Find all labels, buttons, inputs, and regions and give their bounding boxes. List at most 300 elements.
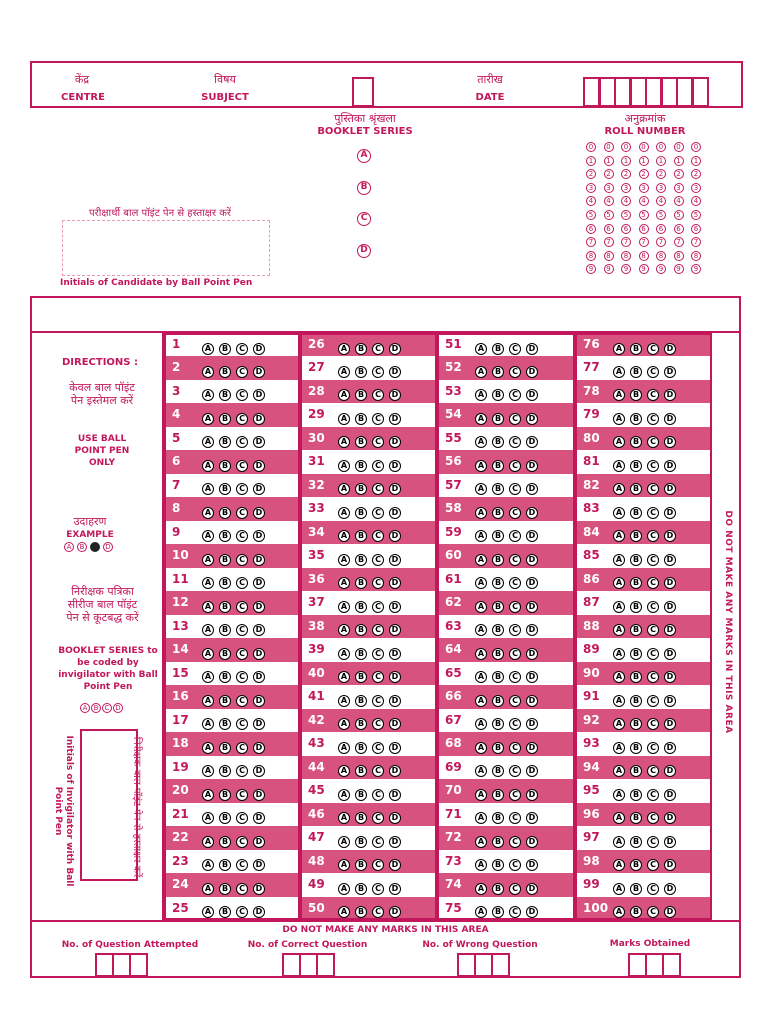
answer-bubble-a[interactable]: A [338, 718, 350, 730]
answer-bubble-a[interactable]: A [475, 389, 487, 401]
answer-bubble-d[interactable]: D [664, 436, 676, 448]
answer-bubble-a[interactable]: A [202, 671, 214, 683]
date-digit-box[interactable] [645, 77, 662, 107]
answer-bubble-c[interactable]: C [509, 530, 521, 542]
answer-bubble-d[interactable]: D [389, 507, 401, 519]
answer-bubble-c[interactable]: C [372, 436, 384, 448]
answer-bubble-d[interactable]: D [664, 789, 676, 801]
answer-bubble-c[interactable]: C [372, 413, 384, 425]
answer-bubble-d[interactable]: D [526, 695, 538, 707]
answer-bubble-c[interactable]: C [372, 483, 384, 495]
answer-bubble-b[interactable]: B [219, 836, 231, 848]
answer-bubble-a[interactable]: A [475, 906, 487, 918]
roll-digit-bubble[interactable]: 9 [639, 264, 649, 274]
answer-bubble-d[interactable]: D [389, 836, 401, 848]
answer-bubble-a[interactable]: A [338, 906, 350, 918]
answer-bubble-a[interactable]: A [338, 883, 350, 895]
answer-bubble-c[interactable]: C [236, 883, 248, 895]
answer-bubble-d[interactable]: D [664, 836, 676, 848]
answer-bubble-b[interactable]: B [492, 883, 504, 895]
answer-bubble-c[interactable]: C [509, 742, 521, 754]
answer-bubble-a[interactable]: A [475, 460, 487, 472]
roll-digit-bubble[interactable]: 6 [674, 224, 684, 234]
answer-bubble-a[interactable]: A [202, 366, 214, 378]
answer-bubble-c[interactable]: C [509, 695, 521, 707]
answer-bubble-d[interactable]: D [253, 483, 265, 495]
roll-digit-bubble[interactable]: 0 [639, 142, 649, 152]
answer-bubble-b[interactable]: B [355, 765, 367, 777]
answer-bubble-a[interactable]: A [338, 859, 350, 871]
answer-bubble-c[interactable]: C [236, 366, 248, 378]
answer-bubble-b[interactable]: B [630, 789, 642, 801]
roll-digit-bubble[interactable]: 8 [621, 251, 631, 261]
answer-bubble-b[interactable]: B [219, 389, 231, 401]
answer-bubble-d[interactable]: D [664, 906, 676, 918]
answer-bubble-a[interactable]: A [338, 836, 350, 848]
answer-bubble-c[interactable]: C [236, 906, 248, 918]
roll-digit-bubble[interactable]: 5 [691, 210, 701, 220]
answer-bubble-d[interactable]: D [389, 530, 401, 542]
roll-digit-bubble[interactable]: 5 [621, 210, 631, 220]
answer-bubble-a[interactable]: A [338, 460, 350, 472]
roll-digit-bubble[interactable]: 0 [691, 142, 701, 152]
answer-bubble-b[interactable]: B [219, 436, 231, 448]
answer-bubble-c[interactable]: C [236, 507, 248, 519]
answer-bubble-a[interactable]: A [613, 624, 625, 636]
answer-bubble-d[interactable]: D [526, 765, 538, 777]
answer-bubble-d[interactable]: D [253, 859, 265, 871]
answer-bubble-c[interactable]: C [647, 554, 659, 566]
answer-bubble-c[interactable]: C [372, 859, 384, 871]
roll-digit-bubble[interactable]: 4 [621, 196, 631, 206]
answer-bubble-a[interactable]: A [613, 718, 625, 730]
answer-bubble-a[interactable]: A [202, 718, 214, 730]
answer-bubble-a[interactable]: A [475, 366, 487, 378]
answer-bubble-a[interactable]: A [475, 507, 487, 519]
answer-bubble-b[interactable]: B [355, 554, 367, 566]
answer-bubble-d[interactable]: D [526, 624, 538, 636]
roll-digit-bubble[interactable]: 0 [604, 142, 614, 152]
answer-bubble-d[interactable]: D [526, 483, 538, 495]
roll-digit-bubble[interactable]: 4 [691, 196, 701, 206]
roll-digit-bubble[interactable]: 9 [691, 264, 701, 274]
answer-bubble-a[interactable]: A [202, 554, 214, 566]
answer-bubble-a[interactable]: A [613, 366, 625, 378]
answer-bubble-c[interactable]: C [372, 624, 384, 636]
answer-bubble-a[interactable]: A [202, 389, 214, 401]
answer-bubble-b[interactable]: B [630, 577, 642, 589]
answer-bubble-c[interactable]: C [647, 366, 659, 378]
date-digit-box[interactable] [676, 77, 693, 107]
answer-bubble-a[interactable]: A [475, 554, 487, 566]
answer-bubble-b[interactable]: B [630, 671, 642, 683]
answer-bubble-a[interactable]: A [202, 413, 214, 425]
answer-bubble-c[interactable]: C [647, 601, 659, 613]
answer-bubble-c[interactable]: C [236, 812, 248, 824]
answer-bubble-b[interactable]: B [492, 366, 504, 378]
answer-bubble-d[interactable]: D [253, 366, 265, 378]
answer-bubble-c[interactable]: C [236, 648, 248, 660]
answer-bubble-d[interactable]: D [526, 883, 538, 895]
answer-bubble-b[interactable]: B [219, 554, 231, 566]
answer-bubble-b[interactable]: B [492, 554, 504, 566]
answer-bubble-c[interactable]: C [372, 389, 384, 401]
roll-digit-bubble[interactable]: 4 [604, 196, 614, 206]
answer-bubble-a[interactable]: A [613, 530, 625, 542]
answer-bubble-b[interactable]: B [492, 460, 504, 472]
answer-bubble-b[interactable]: B [355, 648, 367, 660]
answer-bubble-a[interactable]: A [338, 554, 350, 566]
answer-bubble-d[interactable]: D [664, 765, 676, 777]
answer-bubble-a[interactable]: A [338, 366, 350, 378]
answer-bubble-c[interactable]: C [509, 577, 521, 589]
roll-digit-bubble[interactable]: 1 [604, 156, 614, 166]
answer-bubble-b[interactable]: B [355, 836, 367, 848]
answer-bubble-c[interactable]: C [509, 836, 521, 848]
answer-bubble-b[interactable]: B [630, 601, 642, 613]
answer-bubble-d[interactable]: D [253, 648, 265, 660]
answer-bubble-c[interactable]: C [647, 507, 659, 519]
answer-bubble-a[interactable]: A [613, 765, 625, 777]
answer-bubble-c[interactable]: C [647, 624, 659, 636]
answer-bubble-d[interactable]: D [664, 343, 676, 355]
answer-bubble-b[interactable]: B [630, 460, 642, 472]
answer-bubble-a[interactable]: A [338, 671, 350, 683]
answer-bubble-b[interactable]: B [355, 460, 367, 472]
roll-digit-bubble[interactable]: 3 [621, 183, 631, 193]
answer-bubble-c[interactable]: C [236, 742, 248, 754]
answer-bubble-d[interactable]: D [253, 742, 265, 754]
roll-digit-bubble[interactable]: 5 [604, 210, 614, 220]
answer-bubble-c[interactable]: C [372, 554, 384, 566]
answer-bubble-d[interactable]: D [664, 460, 676, 472]
answer-bubble-b[interactable]: B [355, 695, 367, 707]
answer-bubble-a[interactable]: A [475, 624, 487, 636]
answer-bubble-b[interactable]: B [355, 577, 367, 589]
answer-bubble-d[interactable]: D [389, 718, 401, 730]
answer-bubble-c[interactable]: C [372, 601, 384, 613]
candidate-signature-box[interactable] [62, 220, 270, 276]
answer-bubble-a[interactable]: A [475, 436, 487, 448]
answer-bubble-c[interactable]: C [647, 530, 659, 542]
answer-bubble-a[interactable]: A [475, 742, 487, 754]
answer-bubble-d[interactable]: D [389, 601, 401, 613]
answer-bubble-a[interactable]: A [338, 812, 350, 824]
answer-bubble-c[interactable]: C [509, 906, 521, 918]
roll-digit-bubble[interactable]: 6 [586, 224, 596, 234]
answer-bubble-a[interactable]: A [202, 648, 214, 660]
answer-bubble-b[interactable]: B [492, 577, 504, 589]
answer-bubble-a[interactable]: A [338, 436, 350, 448]
answer-bubble-a[interactable]: A [202, 742, 214, 754]
answer-bubble-b[interactable]: B [219, 742, 231, 754]
answer-bubble-d[interactable]: D [664, 671, 676, 683]
roll-digit-bubble[interactable]: 4 [656, 196, 666, 206]
answer-bubble-a[interactable]: A [338, 742, 350, 754]
answer-bubble-d[interactable]: D [526, 812, 538, 824]
answer-bubble-d[interactable]: D [389, 577, 401, 589]
answer-bubble-c[interactable]: C [372, 343, 384, 355]
roll-digit-bubble[interactable]: 8 [656, 251, 666, 261]
date-digit-box[interactable] [692, 77, 709, 107]
answer-bubble-d[interactable]: D [526, 366, 538, 378]
answer-bubble-d[interactable]: D [389, 671, 401, 683]
roll-digit-bubble[interactable]: 1 [639, 156, 649, 166]
answer-bubble-a[interactable]: A [613, 601, 625, 613]
answer-bubble-b[interactable]: B [492, 601, 504, 613]
answer-bubble-d[interactable]: D [526, 671, 538, 683]
roll-digit-bubble[interactable]: 0 [674, 142, 684, 152]
answer-bubble-a[interactable]: A [202, 460, 214, 472]
answer-bubble-c[interactable]: C [647, 765, 659, 777]
roll-digit-bubble[interactable]: 0 [656, 142, 666, 152]
answer-bubble-a[interactable]: A [475, 577, 487, 589]
answer-bubble-b[interactable]: B [492, 789, 504, 801]
answer-bubble-c[interactable]: C [236, 577, 248, 589]
answer-bubble-d[interactable]: D [664, 366, 676, 378]
answer-bubble-a[interactable]: A [613, 836, 625, 848]
answer-bubble-d[interactable]: D [526, 389, 538, 401]
answer-bubble-a[interactable]: A [475, 671, 487, 683]
answer-bubble-d[interactable]: D [253, 718, 265, 730]
answer-bubble-a[interactable]: A [475, 483, 487, 495]
answer-bubble-a[interactable]: A [338, 413, 350, 425]
answer-bubble-c[interactable]: C [647, 789, 659, 801]
answer-bubble-c[interactable]: C [509, 343, 521, 355]
answer-bubble-d[interactable]: D [526, 648, 538, 660]
answer-bubble-c[interactable]: C [647, 671, 659, 683]
answer-bubble-a[interactable]: A [613, 906, 625, 918]
answer-bubble-b[interactable]: B [355, 389, 367, 401]
answer-bubble-a[interactable]: A [338, 601, 350, 613]
roll-digit-bubble[interactable]: 4 [639, 196, 649, 206]
roll-digit-bubble[interactable]: 9 [621, 264, 631, 274]
answer-bubble-b[interactable]: B [219, 859, 231, 871]
answer-bubble-a[interactable]: A [613, 695, 625, 707]
answer-bubble-b[interactable]: B [492, 742, 504, 754]
answer-bubble-c[interactable]: C [236, 460, 248, 472]
answer-bubble-b[interactable]: B [492, 695, 504, 707]
roll-digit-bubble[interactable]: 8 [639, 251, 649, 261]
answer-bubble-c[interactable]: C [509, 789, 521, 801]
answer-bubble-d[interactable]: D [253, 601, 265, 613]
answer-bubble-c[interactable]: C [236, 765, 248, 777]
answer-bubble-d[interactable]: D [389, 460, 401, 472]
answer-bubble-d[interactable]: D [526, 742, 538, 754]
answer-bubble-b[interactable]: B [492, 812, 504, 824]
answer-bubble-a[interactable]: A [613, 883, 625, 895]
answer-bubble-a[interactable]: A [202, 883, 214, 895]
answer-bubble-c[interactable]: C [509, 648, 521, 660]
answer-bubble-b[interactable]: B [630, 507, 642, 519]
answer-bubble-d[interactable]: D [389, 648, 401, 660]
roll-digit-bubble[interactable]: 2 [604, 169, 614, 179]
answer-bubble-b[interactable]: B [630, 436, 642, 448]
booklet-series-bubble-d[interactable]: D [357, 244, 371, 258]
roll-digit-bubble[interactable]: 7 [604, 237, 614, 247]
answer-bubble-a[interactable]: A [338, 765, 350, 777]
roll-digit-bubble[interactable]: 1 [621, 156, 631, 166]
answer-bubble-b[interactable]: B [630, 483, 642, 495]
answer-bubble-c[interactable]: C [372, 789, 384, 801]
roll-digit-bubble[interactable]: 7 [586, 237, 596, 247]
answer-bubble-c[interactable]: C [372, 366, 384, 378]
answer-bubble-c[interactable]: C [236, 859, 248, 871]
score-digit-box[interactable] [316, 953, 335, 977]
answer-bubble-c[interactable]: C [647, 718, 659, 730]
answer-bubble-d[interactable]: D [664, 812, 676, 824]
answer-bubble-c[interactable]: C [647, 695, 659, 707]
answer-bubble-b[interactable]: B [219, 507, 231, 519]
answer-bubble-a[interactable]: A [475, 413, 487, 425]
answer-bubble-b[interactable]: B [630, 413, 642, 425]
answer-bubble-c[interactable]: C [372, 906, 384, 918]
score-digit-box[interactable] [662, 953, 681, 977]
answer-bubble-d[interactable]: D [664, 389, 676, 401]
roll-digit-bubble[interactable]: 9 [586, 264, 596, 274]
answer-bubble-d[interactable]: D [253, 765, 265, 777]
answer-bubble-c[interactable]: C [236, 389, 248, 401]
roll-digit-bubble[interactable]: 8 [674, 251, 684, 261]
roll-digit-bubble[interactable]: 9 [604, 264, 614, 274]
roll-digit-bubble[interactable]: 6 [621, 224, 631, 234]
answer-bubble-b[interactable]: B [492, 436, 504, 448]
answer-bubble-b[interactable]: B [630, 343, 642, 355]
answer-bubble-a[interactable]: A [202, 836, 214, 848]
answer-bubble-b[interactable]: B [219, 530, 231, 542]
answer-bubble-c[interactable]: C [236, 483, 248, 495]
answer-bubble-d[interactable]: D [526, 460, 538, 472]
answer-bubble-b[interactable]: B [219, 343, 231, 355]
answer-bubble-b[interactable]: B [219, 366, 231, 378]
answer-bubble-b[interactable]: B [219, 601, 231, 613]
answer-bubble-b[interactable]: B [630, 366, 642, 378]
answer-bubble-b[interactable]: B [492, 718, 504, 730]
answer-bubble-b[interactable]: B [630, 389, 642, 401]
answer-bubble-b[interactable]: B [630, 906, 642, 918]
answer-bubble-a[interactable]: A [475, 695, 487, 707]
answer-bubble-a[interactable]: A [613, 343, 625, 355]
answer-bubble-a[interactable]: A [202, 483, 214, 495]
answer-bubble-b[interactable]: B [219, 624, 231, 636]
answer-bubble-c[interactable]: C [372, 460, 384, 472]
answer-bubble-b[interactable]: B [492, 389, 504, 401]
answer-bubble-c[interactable]: C [647, 460, 659, 472]
answer-bubble-a[interactable]: A [202, 859, 214, 871]
answer-bubble-c[interactable]: C [236, 601, 248, 613]
answer-bubble-d[interactable]: D [253, 812, 265, 824]
answer-bubble-d[interactable]: D [253, 343, 265, 355]
roll-digit-bubble[interactable]: 8 [586, 251, 596, 261]
answer-bubble-d[interactable]: D [526, 789, 538, 801]
answer-bubble-a[interactable]: A [202, 812, 214, 824]
answer-bubble-d[interactable]: D [253, 624, 265, 636]
roll-digit-bubble[interactable]: 8 [604, 251, 614, 261]
booklet-series-bubble-c[interactable]: C [357, 212, 371, 226]
answer-bubble-c[interactable]: C [236, 436, 248, 448]
answer-bubble-d[interactable]: D [253, 695, 265, 707]
answer-bubble-c[interactable]: C [509, 366, 521, 378]
roll-digit-bubble[interactable]: 7 [691, 237, 701, 247]
answer-bubble-a[interactable]: A [613, 483, 625, 495]
roll-digit-bubble[interactable]: 3 [604, 183, 614, 193]
answer-bubble-b[interactable]: B [492, 859, 504, 871]
answer-bubble-c[interactable]: C [372, 883, 384, 895]
answer-bubble-c[interactable]: C [372, 530, 384, 542]
answer-bubble-a[interactable]: A [613, 413, 625, 425]
roll-digit-bubble[interactable]: 7 [639, 237, 649, 247]
booklet-series-box[interactable] [352, 77, 374, 107]
answer-bubble-b[interactable]: B [630, 836, 642, 848]
date-digit-box[interactable] [661, 77, 678, 107]
answer-bubble-d[interactable]: D [253, 436, 265, 448]
answer-bubble-d[interactable]: D [664, 530, 676, 542]
answer-bubble-d[interactable]: D [526, 436, 538, 448]
answer-bubble-d[interactable]: D [664, 601, 676, 613]
answer-bubble-a[interactable]: A [338, 483, 350, 495]
answer-bubble-b[interactable]: B [492, 836, 504, 848]
answer-bubble-a[interactable]: A [475, 648, 487, 660]
answer-bubble-b[interactable]: B [630, 883, 642, 895]
answer-bubble-c[interactable]: C [647, 413, 659, 425]
answer-bubble-d[interactable]: D [664, 577, 676, 589]
answer-bubble-b[interactable]: B [630, 648, 642, 660]
answer-bubble-d[interactable]: D [664, 883, 676, 895]
answer-bubble-a[interactable]: A [202, 507, 214, 519]
answer-bubble-b[interactable]: B [630, 554, 642, 566]
answer-bubble-b[interactable]: B [355, 343, 367, 355]
answer-bubble-c[interactable]: C [236, 718, 248, 730]
answer-bubble-c[interactable]: C [236, 530, 248, 542]
answer-bubble-c[interactable]: C [509, 436, 521, 448]
answer-bubble-a[interactable]: A [613, 460, 625, 472]
answer-bubble-b[interactable]: B [492, 624, 504, 636]
answer-bubble-a[interactable]: A [338, 648, 350, 660]
answer-bubble-a[interactable]: A [202, 695, 214, 707]
date-digit-box[interactable] [614, 77, 631, 107]
answer-bubble-a[interactable]: A [202, 765, 214, 777]
roll-digit-bubble[interactable]: 2 [639, 169, 649, 179]
answer-bubble-c[interactable]: C [509, 624, 521, 636]
answer-bubble-d[interactable]: D [253, 554, 265, 566]
answer-bubble-b[interactable]: B [630, 742, 642, 754]
answer-bubble-a[interactable]: A [475, 765, 487, 777]
answer-bubble-a[interactable]: A [475, 883, 487, 895]
booklet-series-bubble-b[interactable]: B [357, 181, 371, 195]
answer-bubble-b[interactable]: B [219, 577, 231, 589]
answer-bubble-d[interactable]: D [664, 554, 676, 566]
answer-bubble-c[interactable]: C [509, 483, 521, 495]
roll-digit-bubble[interactable]: 6 [604, 224, 614, 234]
answer-bubble-d[interactable]: D [389, 483, 401, 495]
answer-bubble-a[interactable]: A [613, 436, 625, 448]
answer-bubble-c[interactable]: C [509, 460, 521, 472]
roll-digit-bubble[interactable]: 2 [621, 169, 631, 179]
answer-bubble-d[interactable]: D [253, 883, 265, 895]
answer-bubble-a[interactable]: A [475, 343, 487, 355]
answer-bubble-d[interactable]: D [664, 695, 676, 707]
answer-bubble-a[interactable]: A [202, 624, 214, 636]
roll-digit-bubble[interactable]: 1 [674, 156, 684, 166]
answer-bubble-a[interactable]: A [613, 389, 625, 401]
answer-bubble-a[interactable]: A [202, 906, 214, 918]
answer-bubble-a[interactable]: A [475, 530, 487, 542]
answer-bubble-a[interactable]: A [202, 343, 214, 355]
answer-bubble-b[interactable]: B [355, 530, 367, 542]
answer-bubble-d[interactable]: D [664, 483, 676, 495]
answer-bubble-d[interactable]: D [389, 695, 401, 707]
roll-digit-bubble[interactable]: 2 [674, 169, 684, 179]
